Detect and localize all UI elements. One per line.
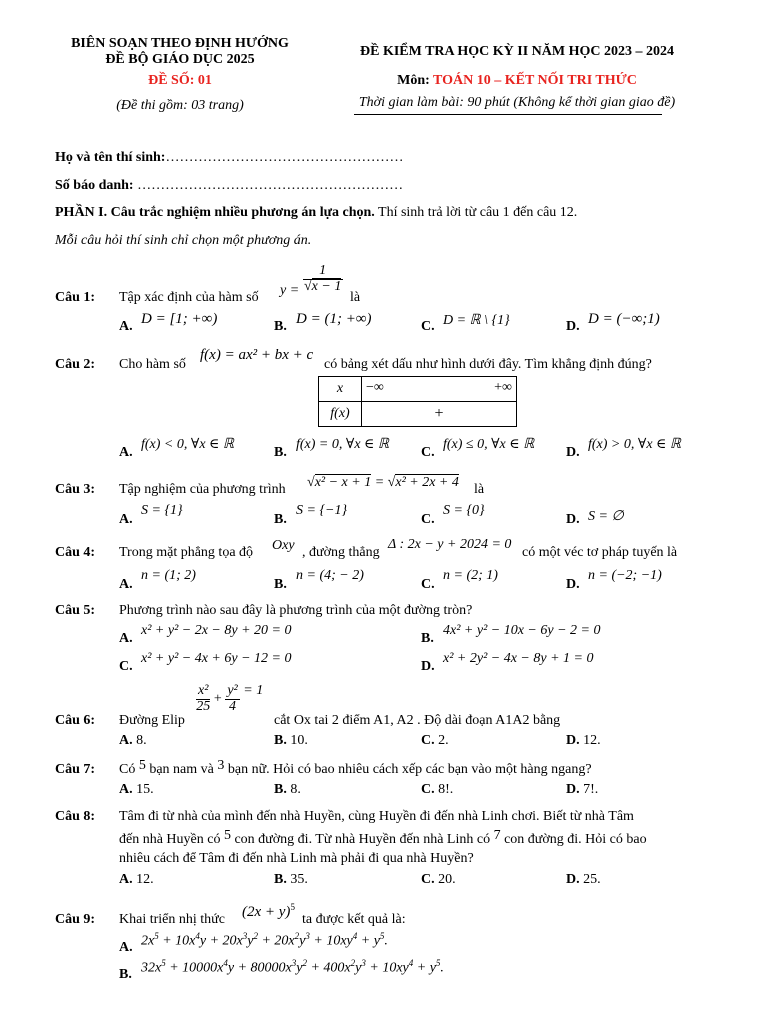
- q6-option-d-value: 12.: [583, 733, 601, 748]
- q8-option-b[interactable]: B. 35.: [274, 872, 308, 887]
- sign-table-minus-inf: −∞: [366, 380, 384, 395]
- q5-option-a-label: A.: [119, 631, 133, 646]
- q3-option-a[interactable]: S = {1}: [141, 503, 183, 518]
- q5-option-a[interactable]: x² + y² − 2x − 8y + 20 = 0: [141, 623, 292, 638]
- q9-option-b[interactable]: $32x^5 + 10000x^4y + 80000x^3y^2 + 400x^2y^3 + 10xy^4 + y^5$.: [141, 958, 444, 976]
- pages-note: (Đề thi gồm: 03 trang): [116, 98, 244, 113]
- sign-table-row-x: [319, 377, 517, 402]
- subject-label: Môn:: [397, 73, 434, 88]
- q7-option-a-label: A.: [119, 782, 133, 797]
- q2-text-before: Cho hàm số: [119, 357, 186, 372]
- q8-line3: nhiêu cách để Tâm đi đến nhà Linh mà phải đi qua nhà Huyền?: [119, 851, 474, 866]
- q3-option-b[interactable]: S = {−1}: [296, 503, 348, 518]
- q8-option-d-value: 25: [583, 872, 598, 887]
- sign-table-sign: +: [362, 402, 517, 427]
- q3-option-c[interactable]: S = {0}: [443, 503, 485, 518]
- q5-option-c-label: C.: [119, 659, 133, 674]
- q5-option-b[interactable]: 4x² + y² − 10x − 6y − 2 = 0: [443, 623, 601, 638]
- q4-oxy: Oxy: [272, 538, 295, 553]
- q4-option-a[interactable]: n = (1; 2): [141, 568, 196, 583]
- q8-line2a: đến nhà Huyền có: [119, 832, 221, 847]
- part1-heading: [55, 205, 577, 221]
- q7-option-c-label: C.: [421, 782, 435, 797]
- q8-option-d[interactable]: D. 25.: [566, 872, 601, 887]
- q1-label: Câu 1:: [55, 290, 96, 305]
- q3-option-d-label: D.: [566, 512, 580, 527]
- q7-n2: 3: [217, 758, 225, 773]
- q2-option-a-label: A.: [119, 445, 133, 460]
- q7-option-b[interactable]: B. 8.: [274, 782, 301, 797]
- q3-option-d[interactable]: S = ∅: [588, 509, 624, 524]
- q7-t1: Có: [119, 762, 136, 777]
- q2-text-after: có bảng xét dấu như hình dưới đây. Tìm khẳng định đúng?: [324, 357, 652, 372]
- q6-option-a[interactable]: [119, 733, 147, 749]
- q6-text-before: Đường Elip: [119, 713, 185, 728]
- q8-option-b-label: B.: [274, 872, 287, 887]
- q2-option-d[interactable]: f(x) > 0, ∀x ∈ ℝ: [588, 437, 681, 452]
- subject-value: TOÁN 10 – KẾT NỐI TRI THỨC: [433, 73, 637, 88]
- q6-option-d[interactable]: [566, 733, 601, 749]
- q7-text: [119, 758, 592, 778]
- q8-n2: 7: [493, 828, 501, 843]
- q5-option-d[interactable]: x² + 2y² − 4x − 8y + 1 = 0: [443, 651, 594, 666]
- q7-label: Câu 7:: [55, 762, 96, 777]
- candidate-id-line: [55, 178, 403, 194]
- q1-option-a[interactable]: D = [1; +∞): [141, 311, 218, 327]
- q6-option-c-value: 2.: [438, 733, 449, 748]
- q6-text-after: cắt Ox tai 2 điểm A1, A2 . Độ dài đoạn A1A2 bằng: [274, 713, 561, 728]
- q8-option-a-label: A.: [119, 872, 133, 887]
- part1-note: Mỗi câu hỏi thí sinh chỉ chọn một phương án.: [55, 233, 312, 248]
- q4-option-d[interactable]: n = (−2; −1): [588, 568, 662, 583]
- q7-option-b-label: B.: [274, 782, 287, 797]
- q7-option-c[interactable]: C. 8!.: [421, 782, 454, 797]
- q5-option-c[interactable]: x² + y² − 4x + 6y − 12 = 0: [141, 651, 292, 666]
- q3-option-b-label: B.: [274, 512, 287, 527]
- q8-option-c-value: 20: [438, 872, 453, 887]
- q2-option-c-label: C.: [421, 445, 435, 460]
- q8-line1: Tâm đi từ nhà của mình đến nhà Huyền, cùng Huyền đi đến nhà Linh chơi. Biết từ nhà Tâm: [119, 809, 634, 824]
- sign-table-x-values: [362, 377, 517, 402]
- q4-label: Câu 4:: [55, 545, 96, 560]
- q6-option-a-label: A.: [119, 733, 133, 748]
- q8-line2c: con đường đi. Hỏi có bao: [504, 832, 647, 847]
- q1-option-c[interactable]: D = ℝ \ {1}: [443, 313, 510, 328]
- q4-option-b-label: B.: [274, 577, 287, 592]
- candidate-id-label: Số báo danh:: [55, 178, 138, 193]
- q1-text-after: là: [350, 290, 361, 305]
- q6-option-b[interactable]: [274, 733, 308, 749]
- q2-option-c[interactable]: f(x) ≤ 0, ∀x ∈ ℝ: [443, 437, 535, 452]
- q7-n1: 5: [138, 758, 146, 773]
- q6-ellipse: $\frac{\text{x²}}{25}$ + $\frac{\text{y²}}{4}$ = 1: [196, 683, 264, 714]
- q7-option-c-value: 8!: [438, 782, 450, 797]
- q3-text-before: Tập nghiệm của phương trình: [119, 482, 286, 497]
- q6-option-c-label: C.: [421, 733, 435, 748]
- q7-option-d-value: 7!: [583, 782, 595, 797]
- q3-option-c-label: C.: [421, 512, 435, 527]
- q6-option-c[interactable]: [421, 733, 449, 749]
- q8-option-a[interactable]: A. 12.: [119, 872, 154, 887]
- q6-label: Câu 6:: [55, 713, 96, 728]
- exam-code: ĐỀ SỐ: 01: [148, 73, 212, 88]
- q4-option-b[interactable]: n = (4; − 2): [296, 568, 364, 583]
- q5-label: Câu 5:: [55, 603, 96, 618]
- q4-text-after: có một véc tơ pháp tuyến là: [522, 545, 678, 560]
- q8-option-c[interactable]: C. 20.: [421, 872, 456, 887]
- q7-option-d[interactable]: D. 7!.: [566, 782, 599, 797]
- q1-option-a-label: A.: [119, 319, 133, 334]
- subject-line: [332, 73, 702, 89]
- sign-table-row-fx: [319, 402, 517, 427]
- part1-title: PHẦN I. Câu trắc nghiệm nhiều phương án lựa chọn.: [55, 205, 375, 220]
- q6-option-d-label: D.: [566, 733, 580, 748]
- q1-option-d-label: D.: [566, 319, 580, 334]
- time-note: Thời gian làm bài: 90 phút (Không kể thời gian giao đề): [358, 95, 676, 110]
- q1-option-d[interactable]: D = (−∞;1): [588, 311, 660, 327]
- q4-option-c[interactable]: n = (2; 1): [443, 568, 498, 583]
- q7-option-b-value: 8: [290, 782, 298, 797]
- q5-option-d-label: D.: [421, 659, 435, 674]
- sign-table-fx-header: f(x): [319, 402, 362, 427]
- q9-option-a-label: A.: [119, 940, 133, 955]
- header-left-line1: BIÊN SOẠN THEO ĐỊNH HƯỚNG: [71, 36, 289, 51]
- q8-option-c-label: C.: [421, 872, 435, 887]
- q8-option-a-value: 12: [136, 872, 151, 887]
- q9-binomial: $(2x + y)^5$: [242, 902, 295, 920]
- q1-text-before: Tập xác định của hàm số: [119, 290, 259, 305]
- part1-instruction: Thí sinh trả lời từ câu 1 đến câu 12.: [374, 205, 578, 220]
- q7-t3: bạn nữ. Hỏi có bao nhiêu cách xếp các bạn vào một hàng ngang?: [227, 762, 592, 777]
- sign-table-x-header: x: [319, 377, 362, 402]
- q4-option-d-label: D.: [566, 577, 580, 592]
- q9-label: Câu 9:: [55, 912, 96, 927]
- q1-option-c-label: C.: [421, 319, 435, 334]
- q8-line2b: con đường đi. Từ nhà Huyền đến nhà Linh có: [234, 832, 491, 847]
- header-left-line2: ĐỀ BỘ GIÁO DỤC 2025: [105, 52, 255, 67]
- q5-option-b-label: B.: [421, 631, 434, 646]
- q3-option-a-label: A.: [119, 512, 133, 527]
- q8-option-b-value: 35: [290, 872, 305, 887]
- candidate-name-label: Họ và tên thí sinh:: [55, 150, 166, 165]
- q4-option-a-label: A.: [119, 577, 133, 592]
- q4-text-before: Trong mặt phẳng tọa độ: [119, 545, 254, 560]
- q9-text-before: Khai triển nhị thức: [119, 912, 225, 927]
- q4-text-mid: , đường thẳng: [302, 545, 380, 560]
- candidate-name-dots: ……………………………………………: [165, 150, 404, 165]
- q1-option-b[interactable]: D = (1; +∞): [296, 311, 372, 327]
- candidate-id-dots: …………………………………………………: [137, 178, 404, 193]
- q6-option-b-value: 10.: [290, 733, 308, 748]
- q7-t2: bạn nam và: [149, 762, 214, 777]
- q3-text-after: là: [474, 482, 485, 497]
- q2-label: Câu 2:: [55, 357, 96, 372]
- q7-option-d-label: D.: [566, 782, 580, 797]
- q8-line2: [119, 828, 647, 848]
- q8-n1: 5: [223, 828, 231, 843]
- sign-table-plus-inf: +∞: [494, 380, 512, 395]
- q3-label: Câu 3:: [55, 482, 96, 497]
- q2-function: f(x) = ax² + bx + c: [200, 347, 314, 363]
- q8-option-d-label: D.: [566, 872, 580, 887]
- q9-option-b-label: B.: [119, 967, 132, 982]
- candidate-name-line: [55, 150, 403, 166]
- q1-option-b-label: B.: [274, 319, 287, 334]
- q2-option-a[interactable]: f(x) < 0, ∀x ∈ ℝ: [141, 437, 234, 452]
- q2-option-b[interactable]: f(x) = 0, ∀x ∈ ℝ: [296, 437, 389, 452]
- q2-option-d-label: D.: [566, 445, 580, 460]
- q9-text-after: ta được kết quả là:: [302, 912, 406, 927]
- exam-title: ĐỀ KIỂM TRA HỌC KỲ II NĂM HỌC 2023 – 2024: [360, 44, 674, 59]
- q8-label: Câu 8:: [55, 809, 96, 824]
- sign-table: [318, 376, 517, 427]
- q1-function: y = $\frac{1}{√x - 1}$: [280, 263, 342, 299]
- q3-equation: √x² − x + 1 = √x² + 2x + 4: [307, 475, 459, 490]
- q2-option-b-label: B.: [274, 445, 287, 460]
- q9-option-a[interactable]: $2x^5 + 10x^4y + 20x^3y^2 + 20x^2y^3 + 10xy^4 + y^5$.: [141, 931, 388, 949]
- header-underline: [354, 114, 662, 115]
- q7-option-a[interactable]: A. 15.: [119, 782, 154, 797]
- q5-text: Phương trình nào sau đây là phương trình của một đường tròn?: [119, 603, 473, 618]
- q7-option-a-value: 15: [136, 782, 151, 797]
- q6-option-a-value: 8.: [136, 733, 147, 748]
- q4-line: Δ : 2x − y + 2024 = 0: [388, 537, 512, 552]
- q4-option-c-label: C.: [421, 577, 435, 592]
- q6-option-b-label: B.: [274, 733, 287, 748]
